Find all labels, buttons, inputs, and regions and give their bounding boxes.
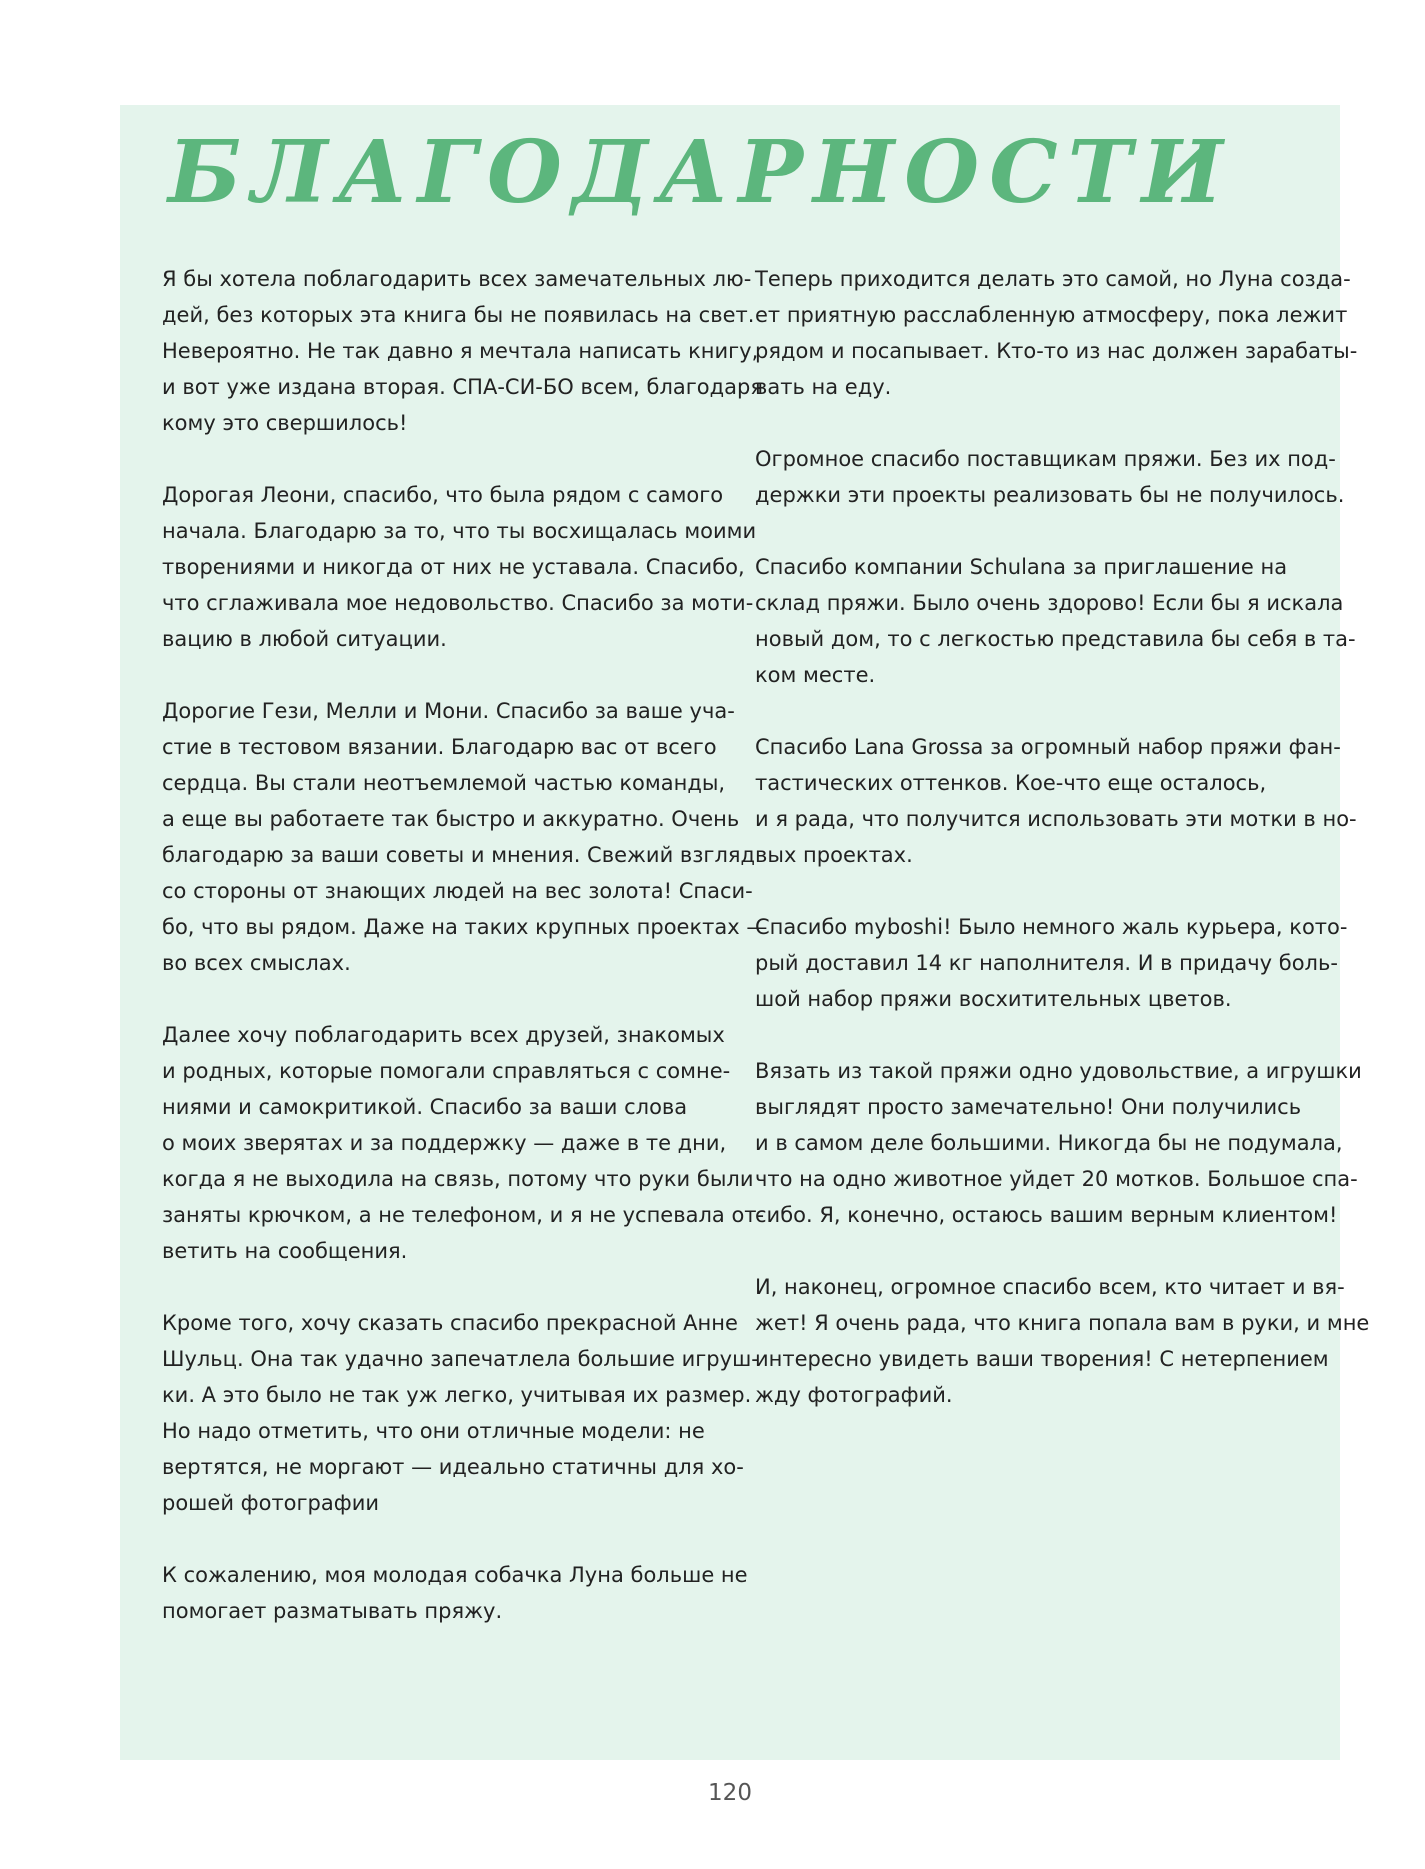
text-line: вертятся, не моргают — идеально статичны для хо- [162,1455,744,1479]
paragraph [755,1269,1370,1413]
text-line: а еще вы работаете так быстро и аккуратно. Очень [162,807,740,831]
text-line: ветить на сообщения. [162,1239,408,1263]
text-line: что сглаживала мое недовольство. Спасибо за моти- [162,591,754,615]
left-column [162,261,768,1665]
paragraph [162,1557,748,1629]
text-line: Спасибо компании Schulana за приглашение на [755,555,1288,579]
text-line: бо, что вы рядом. Даже на таких крупных проектах — [162,915,768,939]
text-line: о моих зверятах и за поддержку — даже в те дни, [162,1131,727,1155]
text-line: и я рада, что получится использовать эти мотки в но- [755,807,1357,831]
text-line: выглядят просто замечательно! Они получились [755,1095,1302,1119]
paragraph [755,1053,1362,1233]
text-line: стие в тестовом вязании. Благодарю вас от всего [162,735,717,759]
paragraph [755,261,1358,405]
text-line: благодарю за ваши советы и мнения. Свежий взгляд [162,843,756,867]
text-line: шой набор пряжи восхитительных цветов. [755,987,1232,1011]
text-line: Теперь приходится делать это самой, но Луна созда- [755,267,1351,291]
text-line: тастических оттенков. Кое-что еще осталось, [755,771,1267,795]
text-line: Огромное спасибо поставщикам пряжи. Без их под- [755,447,1336,471]
text-line: Далее хочу поблагодарить всех друзей, знакомых [162,1023,725,1047]
text-line: сибо. Я, конечно, остаюсь вашим верным клиентом! [755,1203,1338,1227]
text-line: кому это свершилось! [162,411,408,435]
text-line: Спасибо Lana Grossa за огромный набор пряжи фан- [755,735,1341,759]
text-line: Вязать из такой пряжи одно удовольствие, а игрушки [755,1059,1362,1083]
text-line: со стороны от знающих людей на вес золота! Спаси- [162,879,753,903]
text-line: ком месте. [755,663,876,687]
text-line: вать на еду. [755,375,892,399]
text-line: и вот уже издана вторая. СПА-СИ-БО всем, благодаря [162,375,763,399]
text-line: К сожалению, моя молодая собачка Луна больше не [162,1563,748,1587]
right-column [755,261,1370,1449]
text-line: вых проектах. [755,843,913,867]
text-line: Но надо отметить, что они отличные модели: не [162,1419,705,1443]
text-line: интересно увидеть ваши творения! С нетерпением [755,1347,1329,1371]
text-line: И, наконец, огромное спасибо всем, кто читает и вя- [755,1275,1345,1299]
text-line: жет! Я очень рада, что книга попала вам в руки, и мне [755,1311,1370,1335]
page-number: 120 [708,1780,752,1806]
page-title: БЛАГОДАРНОСТИ [168,122,1233,223]
text-line: новый дом, то с легкостью представила бы себя в та- [755,627,1356,651]
paragraph [755,909,1348,1017]
text-line: Невероятно. Не так давно я мечтала написать книгу, [162,339,759,363]
text-line: заняты крючком, а не телефоном, и я не успевала от- [162,1203,765,1227]
text-line: держки эти проекты реализовать бы не получилось. [755,483,1345,507]
text-line: сердца. Вы стали неотъемлемой частью команды, [162,771,726,795]
text-line: дей, без которых эта книга бы не появилась на свет. [162,303,755,327]
paragraph [162,477,757,657]
paragraph [162,1017,765,1269]
paragraph [755,549,1356,693]
text-line: вацию в любой ситуации. [162,627,447,651]
text-line: рошей фотографии [162,1491,380,1515]
text-line: ниями и самокритикой. Спасибо за ваши слова [162,1095,688,1119]
paragraph [162,1305,759,1521]
paragraph [755,441,1345,513]
text-line: помогает разматывать пряжу. [162,1599,503,1623]
text-line: рядом и посапывает. Кто-то из нас должен зарабаты- [755,339,1358,363]
text-line: Дорогая Леони, спасибо, что была рядом с самого [162,483,724,507]
text-line: склад пряжи. Было очень здорово! Если бы я искала [755,591,1344,615]
paragraph [162,261,763,441]
text-line: и родных, которые помогали справляться с сомне- [162,1059,731,1083]
text-line: жду фотографий. [755,1383,953,1407]
text-line: когда я не выходила на связь, потому что руки были [162,1167,754,1191]
text-line: Я бы хотела поблагодарить всех замечательных лю- [162,267,752,291]
text-line: ки. А это было не так уж легко, учитывая их размер. [162,1383,752,1407]
paragraph [755,729,1357,873]
text-line: Шульц. Она так удачно запечатлела большие игруш- [162,1347,759,1371]
text-line: Спасибо myboshi! Было немного жаль курьера, кото- [755,915,1348,939]
paragraph [162,693,768,981]
text-line: и в самом деле большими. Никогда бы не подумала, [755,1131,1343,1155]
text-line: что на одно животное уйдет 20 мотков. Большое спа- [755,1167,1358,1191]
text-line: Кроме того, хочу сказать спасибо прекрасной Анне [162,1311,738,1335]
text-line: ет приятную расслабленную атмосферу, пока лежит [755,303,1348,327]
text-line: Дорогие Гези, Мелли и Мони. Спасибо за ваше уча- [162,699,735,723]
text-line: рый доставил 14 кг наполнителя. И в придачу боль- [755,951,1338,975]
text-line: творениями и никогда от них не уставала. Спасибо, [162,555,745,579]
text-line: начала. Благодарю за то, что ты восхищалась моими [162,519,757,543]
text-line: во всех смыслах. [162,951,351,975]
